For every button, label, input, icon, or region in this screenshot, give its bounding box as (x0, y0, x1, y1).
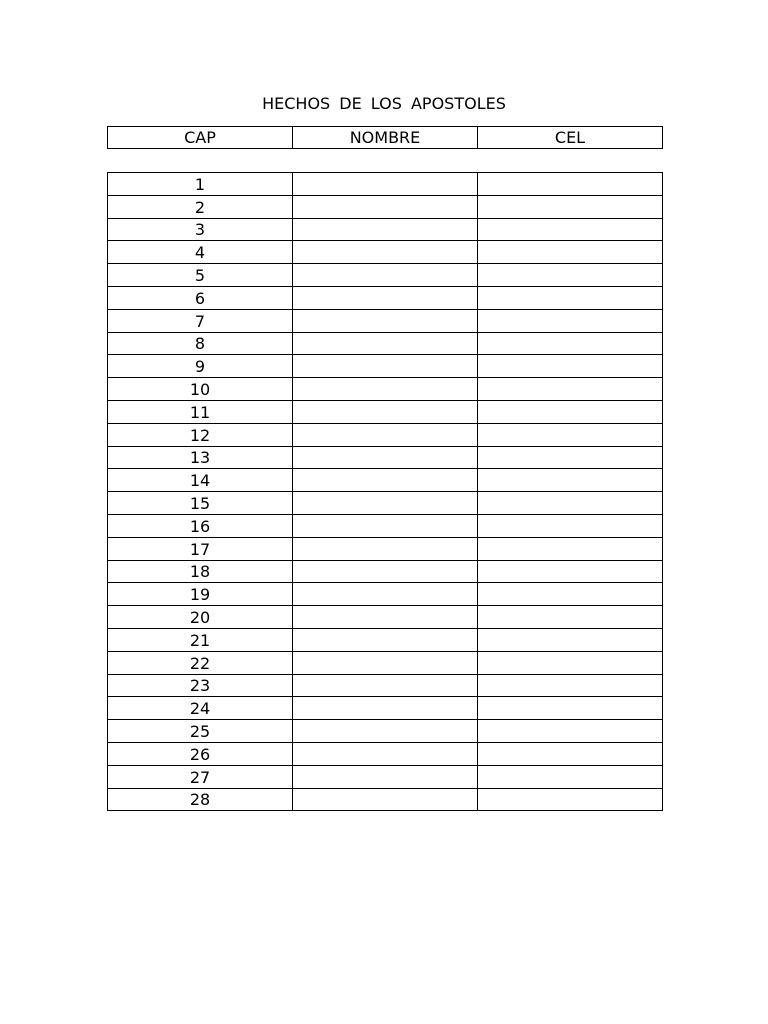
cel-cell[interactable] (478, 606, 663, 629)
table-row (108, 195, 663, 218)
cel-cell[interactable] (478, 332, 663, 355)
cap-cell: 24 (108, 697, 293, 720)
cel-cell[interactable] (478, 469, 663, 492)
nombre-cell[interactable] (293, 400, 478, 423)
nombre-cell[interactable] (293, 195, 478, 218)
cap-cell: 19 (108, 583, 293, 606)
cel-cell[interactable] (478, 697, 663, 720)
nombre-cell[interactable] (293, 469, 478, 492)
cap-cell: 18 (108, 560, 293, 583)
table-row (108, 241, 663, 264)
cel-cell[interactable] (478, 492, 663, 515)
table-row (108, 674, 663, 697)
cel-cell[interactable] (478, 583, 663, 606)
nombre-cell[interactable] (293, 788, 478, 811)
cel-cell[interactable] (478, 651, 663, 674)
cel-cell[interactable] (478, 173, 663, 196)
table-row (108, 446, 663, 469)
cap-cell: 21 (108, 628, 293, 651)
nombre-cell[interactable] (293, 264, 478, 287)
table-row (108, 765, 663, 788)
cel-cell[interactable] (478, 218, 663, 241)
table-row (108, 651, 663, 674)
cap-cell: 3 (108, 218, 293, 241)
nombre-cell[interactable] (293, 309, 478, 332)
cap-cell: 28 (108, 788, 293, 811)
cel-cell[interactable] (478, 286, 663, 309)
cel-cell[interactable] (478, 742, 663, 765)
table-row (108, 788, 663, 811)
nombre-cell[interactable] (293, 446, 478, 469)
table-row (108, 264, 663, 287)
cel-cell[interactable] (478, 241, 663, 264)
cap-cell: 22 (108, 651, 293, 674)
cap-cell: 20 (108, 606, 293, 629)
table-row (108, 218, 663, 241)
nombre-cell[interactable] (293, 651, 478, 674)
table-row (108, 537, 663, 560)
table-row (108, 400, 663, 423)
cap-cell: 4 (108, 241, 293, 264)
cap-cell: 11 (108, 400, 293, 423)
nombre-cell[interactable] (293, 583, 478, 606)
nombre-cell[interactable] (293, 537, 478, 560)
cel-cell[interactable] (478, 560, 663, 583)
nombre-cell[interactable] (293, 765, 478, 788)
cel-cell[interactable] (478, 195, 663, 218)
table-row (108, 492, 663, 515)
cap-cell: 2 (108, 195, 293, 218)
table-row (108, 720, 663, 743)
column-header-cel: CEL (478, 127, 663, 149)
cel-cell[interactable] (478, 378, 663, 401)
nombre-cell[interactable] (293, 514, 478, 537)
cap-cell: 12 (108, 423, 293, 446)
cel-cell[interactable] (478, 423, 663, 446)
table-row (108, 378, 663, 401)
cel-cell[interactable] (478, 309, 663, 332)
column-header-cap: CAP (108, 127, 293, 149)
column-header-nombre: NOMBRE (293, 127, 478, 149)
nombre-cell[interactable] (293, 697, 478, 720)
cap-cell: 14 (108, 469, 293, 492)
nombre-cell[interactable] (293, 628, 478, 651)
cel-cell[interactable] (478, 446, 663, 469)
chapter-table (107, 172, 663, 811)
cap-cell: 1 (108, 173, 293, 196)
nombre-cell[interactable] (293, 606, 478, 629)
cap-cell: 5 (108, 264, 293, 287)
table-row (108, 628, 663, 651)
nombre-cell[interactable] (293, 720, 478, 743)
cap-cell: 9 (108, 355, 293, 378)
cap-cell: 17 (108, 537, 293, 560)
header-row (108, 127, 663, 149)
nombre-cell[interactable] (293, 218, 478, 241)
cel-cell[interactable] (478, 400, 663, 423)
chapter-table-body (108, 173, 663, 811)
cap-cell: 7 (108, 309, 293, 332)
cap-cell: 16 (108, 514, 293, 537)
nombre-cell[interactable] (293, 674, 478, 697)
table-row (108, 514, 663, 537)
nombre-cell[interactable] (293, 173, 478, 196)
table-row (108, 332, 663, 355)
table-row (108, 423, 663, 446)
cel-cell[interactable] (478, 355, 663, 378)
nombre-cell[interactable] (293, 241, 478, 264)
nombre-cell[interactable] (293, 423, 478, 446)
nombre-cell[interactable] (293, 286, 478, 309)
cel-cell[interactable] (478, 674, 663, 697)
cap-cell: 10 (108, 378, 293, 401)
nombre-cell[interactable] (293, 742, 478, 765)
table-row (108, 742, 663, 765)
table-row (108, 469, 663, 492)
table-row (108, 560, 663, 583)
nombre-cell[interactable] (293, 355, 478, 378)
cel-cell[interactable] (478, 264, 663, 287)
table-row (108, 583, 663, 606)
nombre-cell[interactable] (293, 332, 478, 355)
table-row (108, 355, 663, 378)
cap-cell: 8 (108, 332, 293, 355)
nombre-cell[interactable] (293, 560, 478, 583)
table-row (108, 606, 663, 629)
nombre-cell[interactable] (293, 492, 478, 515)
cel-cell[interactable] (478, 514, 663, 537)
header-table (107, 126, 663, 149)
cel-cell[interactable] (478, 765, 663, 788)
table-row (108, 286, 663, 309)
cel-cell[interactable] (478, 720, 663, 743)
table-row (108, 697, 663, 720)
table-row (108, 173, 663, 196)
cel-cell[interactable] (478, 537, 663, 560)
page-title: HECHOS DE LOS APOSTOLES (262, 94, 506, 113)
table-row (108, 309, 663, 332)
cap-cell: 23 (108, 674, 293, 697)
cap-cell: 26 (108, 742, 293, 765)
cap-cell: 13 (108, 446, 293, 469)
nombre-cell[interactable] (293, 378, 478, 401)
cel-cell[interactable] (478, 628, 663, 651)
cel-cell[interactable] (478, 788, 663, 811)
cap-cell: 27 (108, 765, 293, 788)
cap-cell: 25 (108, 720, 293, 743)
cap-cell: 6 (108, 286, 293, 309)
cap-cell: 15 (108, 492, 293, 515)
